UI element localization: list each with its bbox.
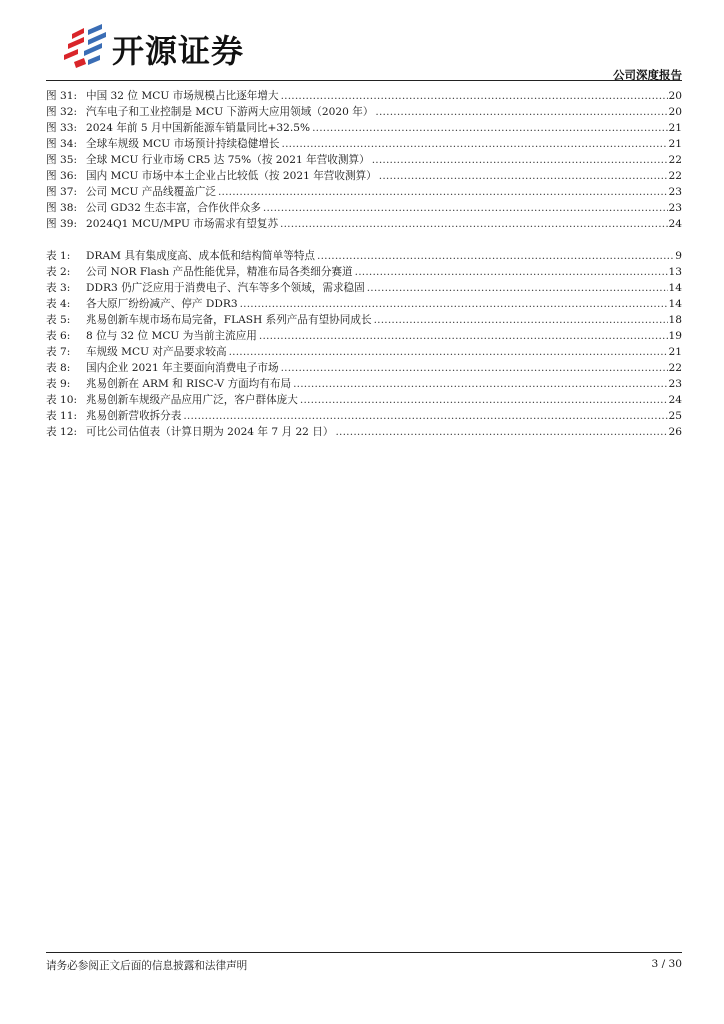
toc-entry-page[interactable]: 21 <box>668 122 682 134</box>
toc-entry-page[interactable]: 14 <box>668 298 682 310</box>
toc-entry[interactable] <box>46 376 682 392</box>
toc-entry[interactable] <box>46 312 682 328</box>
toc-entry-label: 图 34: <box>46 138 78 150</box>
toc-leader-dots <box>280 216 667 232</box>
report-type-label: 公司深度报告 <box>613 68 682 82</box>
toc-entry-page[interactable]: 24 <box>668 394 682 406</box>
toc-entry[interactable] <box>46 88 682 104</box>
toc-leader-dots <box>374 312 668 328</box>
toc-leader-dots <box>355 264 668 280</box>
toc-entry-title[interactable]: 全球车规级 MCU 市场预计持续稳健增长 <box>86 138 280 150</box>
toc-entry-page[interactable]: 20 <box>668 90 682 102</box>
toc-entry[interactable] <box>46 248 682 264</box>
toc-entry-label: 图 38: <box>46 202 78 214</box>
toc-entry-label: 图 33: <box>46 122 78 134</box>
toc-entry-title[interactable]: 兆易创新在 ARM 和 RISC-V 方面均有布局 <box>86 378 292 390</box>
toc-entry-title[interactable]: 各大原厂纷纷减产、停产 DDR3 <box>86 298 238 310</box>
toc-entry-page[interactable]: 20 <box>668 106 682 118</box>
toc-entry-title[interactable]: 可比公司估值表（计算日期为 2024 年 7 月 22 日） <box>86 426 334 438</box>
toc-entry[interactable] <box>46 392 682 408</box>
figure-list <box>46 88 682 232</box>
toc-entry-label: 图 37: <box>46 186 78 198</box>
toc-entry[interactable] <box>46 360 682 376</box>
toc-leader-dots <box>300 392 668 408</box>
toc-entry-title[interactable]: 汽车电子和工业控制是 MCU 下游两大应用领域（2020 年） <box>86 106 374 118</box>
toc-entry-title[interactable]: DDR3 仍广泛应用于消费电子、汽车等多个领域，需求稳固 <box>86 282 365 294</box>
toc-leader-dots <box>263 200 668 216</box>
toc-entry-label: 图 31: <box>46 90 78 102</box>
toc-entry-page[interactable]: 23 <box>668 202 682 214</box>
toc-entry-page[interactable]: 23 <box>668 186 682 198</box>
toc-entry[interactable] <box>46 264 682 280</box>
toc-entry-page[interactable]: 22 <box>668 362 682 374</box>
toc-leader-dots <box>317 248 674 264</box>
toc-entry[interactable] <box>46 152 682 168</box>
toc-entry-label: 表 5: <box>46 314 71 326</box>
toc-entry[interactable] <box>46 328 682 344</box>
footer-disclaimer: 请务必参阅正文后面的信息披露和法律声明 <box>46 960 248 972</box>
toc-entry[interactable] <box>46 296 682 312</box>
toc-entry-label: 表 8: <box>46 362 71 374</box>
toc-entry-label: 图 36: <box>46 170 78 182</box>
page-header <box>46 20 682 82</box>
toc-leader-dots <box>218 184 668 200</box>
toc-entry-title[interactable]: 公司 MCU 产品线覆盖广泛 <box>86 186 216 198</box>
toc-entry-title[interactable]: 兆易创新车规级产品应用广泛，客户群体庞大 <box>86 394 298 406</box>
toc-entry[interactable] <box>46 424 682 440</box>
toc-entry-label: 表 11: <box>46 410 78 422</box>
toc-entry-page[interactable]: 21 <box>668 138 682 150</box>
toc-entry-title[interactable]: 8 位与 32 位 MCU 为当前主流应用 <box>86 330 257 342</box>
page-number: 3 / 30 <box>651 958 682 970</box>
toc-entry[interactable] <box>46 280 682 296</box>
toc-entry-label: 表 9: <box>46 378 71 390</box>
footer-divider <box>46 952 682 953</box>
header-divider <box>46 80 682 81</box>
toc-leader-dots <box>312 120 667 136</box>
toc-entry[interactable] <box>46 168 682 184</box>
toc-entry[interactable] <box>46 200 682 216</box>
toc-leader-dots <box>281 360 668 376</box>
toc-entry-label: 表 4: <box>46 298 71 310</box>
toc-entry-label: 表 12: <box>46 426 78 438</box>
toc-entry-title[interactable]: 全球 MCU 行业市场 CR5 达 75%（按 2021 年营收测算） <box>86 154 370 166</box>
toc-entry-label: 表 10: <box>46 394 78 406</box>
toc-leader-dots <box>259 328 668 344</box>
toc-entry-label: 表 2: <box>46 266 71 278</box>
toc-leader-dots <box>240 296 668 312</box>
toc-entry[interactable] <box>46 408 682 424</box>
logo-mark-icon <box>54 24 110 72</box>
toc-entry-title[interactable]: 2024 年前 5 月中国新能源车销量同比+32.5% <box>86 122 311 134</box>
toc-leader-dots <box>293 376 667 392</box>
toc-leader-dots <box>282 136 668 152</box>
toc-entry-title[interactable]: 车规级 MCU 对产品要求较高 <box>86 346 227 358</box>
toc-entry-label: 表 1: <box>46 250 71 262</box>
toc-entry-label: 表 6: <box>46 330 71 342</box>
toc-leader-dots <box>335 424 667 440</box>
toc-entry[interactable] <box>46 120 682 136</box>
toc-entry-title[interactable]: DRAM 具有集成度高、成本低和结构简单等特点 <box>86 250 316 262</box>
toc-entry-title[interactable]: 兆易创新营收拆分表 <box>86 410 182 422</box>
toc-leader-dots <box>367 280 668 296</box>
toc-leader-dots <box>183 408 667 424</box>
toc-entry-title[interactable]: 公司 GD32 生态丰富，合作伙伴众多 <box>86 202 261 214</box>
toc-entry-page[interactable]: 9 <box>675 250 682 262</box>
company-logo <box>54 24 334 72</box>
toc-entry-label: 图 39: <box>46 218 78 230</box>
toc-leader-dots <box>372 152 668 168</box>
toc-entry[interactable] <box>46 184 682 200</box>
toc-entry-page[interactable]: 25 <box>668 410 682 422</box>
toc-entry[interactable] <box>46 104 682 120</box>
toc-entry-page[interactable]: 14 <box>668 282 682 294</box>
toc-leader-dots <box>379 168 668 184</box>
toc-entry[interactable] <box>46 344 682 360</box>
toc-entry[interactable] <box>46 136 682 152</box>
table-list <box>46 248 682 440</box>
toc-entry-label: 图 35: <box>46 154 78 166</box>
toc-entry-page[interactable]: 13 <box>668 266 682 278</box>
toc-entry-title[interactable]: 中国 32 位 MCU 市场规模占比逐年增大 <box>86 90 279 102</box>
toc-entry-page[interactable]: 19 <box>668 330 682 342</box>
toc-entry-title[interactable]: 2024Q1 MCU/MPU 市场需求有望复苏 <box>86 218 279 230</box>
toc-entry-title[interactable]: 国内 MCU 市场中本土企业占比较低（按 2021 年营收测算） <box>86 170 377 182</box>
toc-entry-label: 表 7: <box>46 346 71 358</box>
toc-entry-label: 表 3: <box>46 282 71 294</box>
toc-entry-page[interactable]: 24 <box>668 218 682 230</box>
toc-leader-dots <box>229 344 668 360</box>
toc-leader-dots <box>375 104 667 120</box>
toc-entry-page[interactable]: 26 <box>668 426 682 438</box>
toc-entry-page[interactable]: 21 <box>668 346 682 358</box>
toc-entry[interactable] <box>46 216 682 232</box>
toc-entry-title[interactable]: 兆易创新车规市场布局完备，FLASH 系列产品有望协同成长 <box>86 314 372 326</box>
toc-entry-title[interactable]: 公司 NOR Flash 产品性能优异，精准布局各类细分赛道 <box>86 266 353 278</box>
toc-entry-page[interactable]: 22 <box>668 154 682 166</box>
toc-entry-page[interactable]: 18 <box>668 314 682 326</box>
toc-leader-dots <box>281 88 668 104</box>
toc-entry-page[interactable]: 22 <box>668 170 682 182</box>
brand-name: 开源证券 <box>112 32 245 70</box>
toc-entry-label: 图 32: <box>46 106 78 118</box>
toc-entry-page[interactable]: 23 <box>668 378 682 390</box>
toc-entry-title[interactable]: 国内企业 2021 年主要面向消费电子市场 <box>86 362 279 374</box>
